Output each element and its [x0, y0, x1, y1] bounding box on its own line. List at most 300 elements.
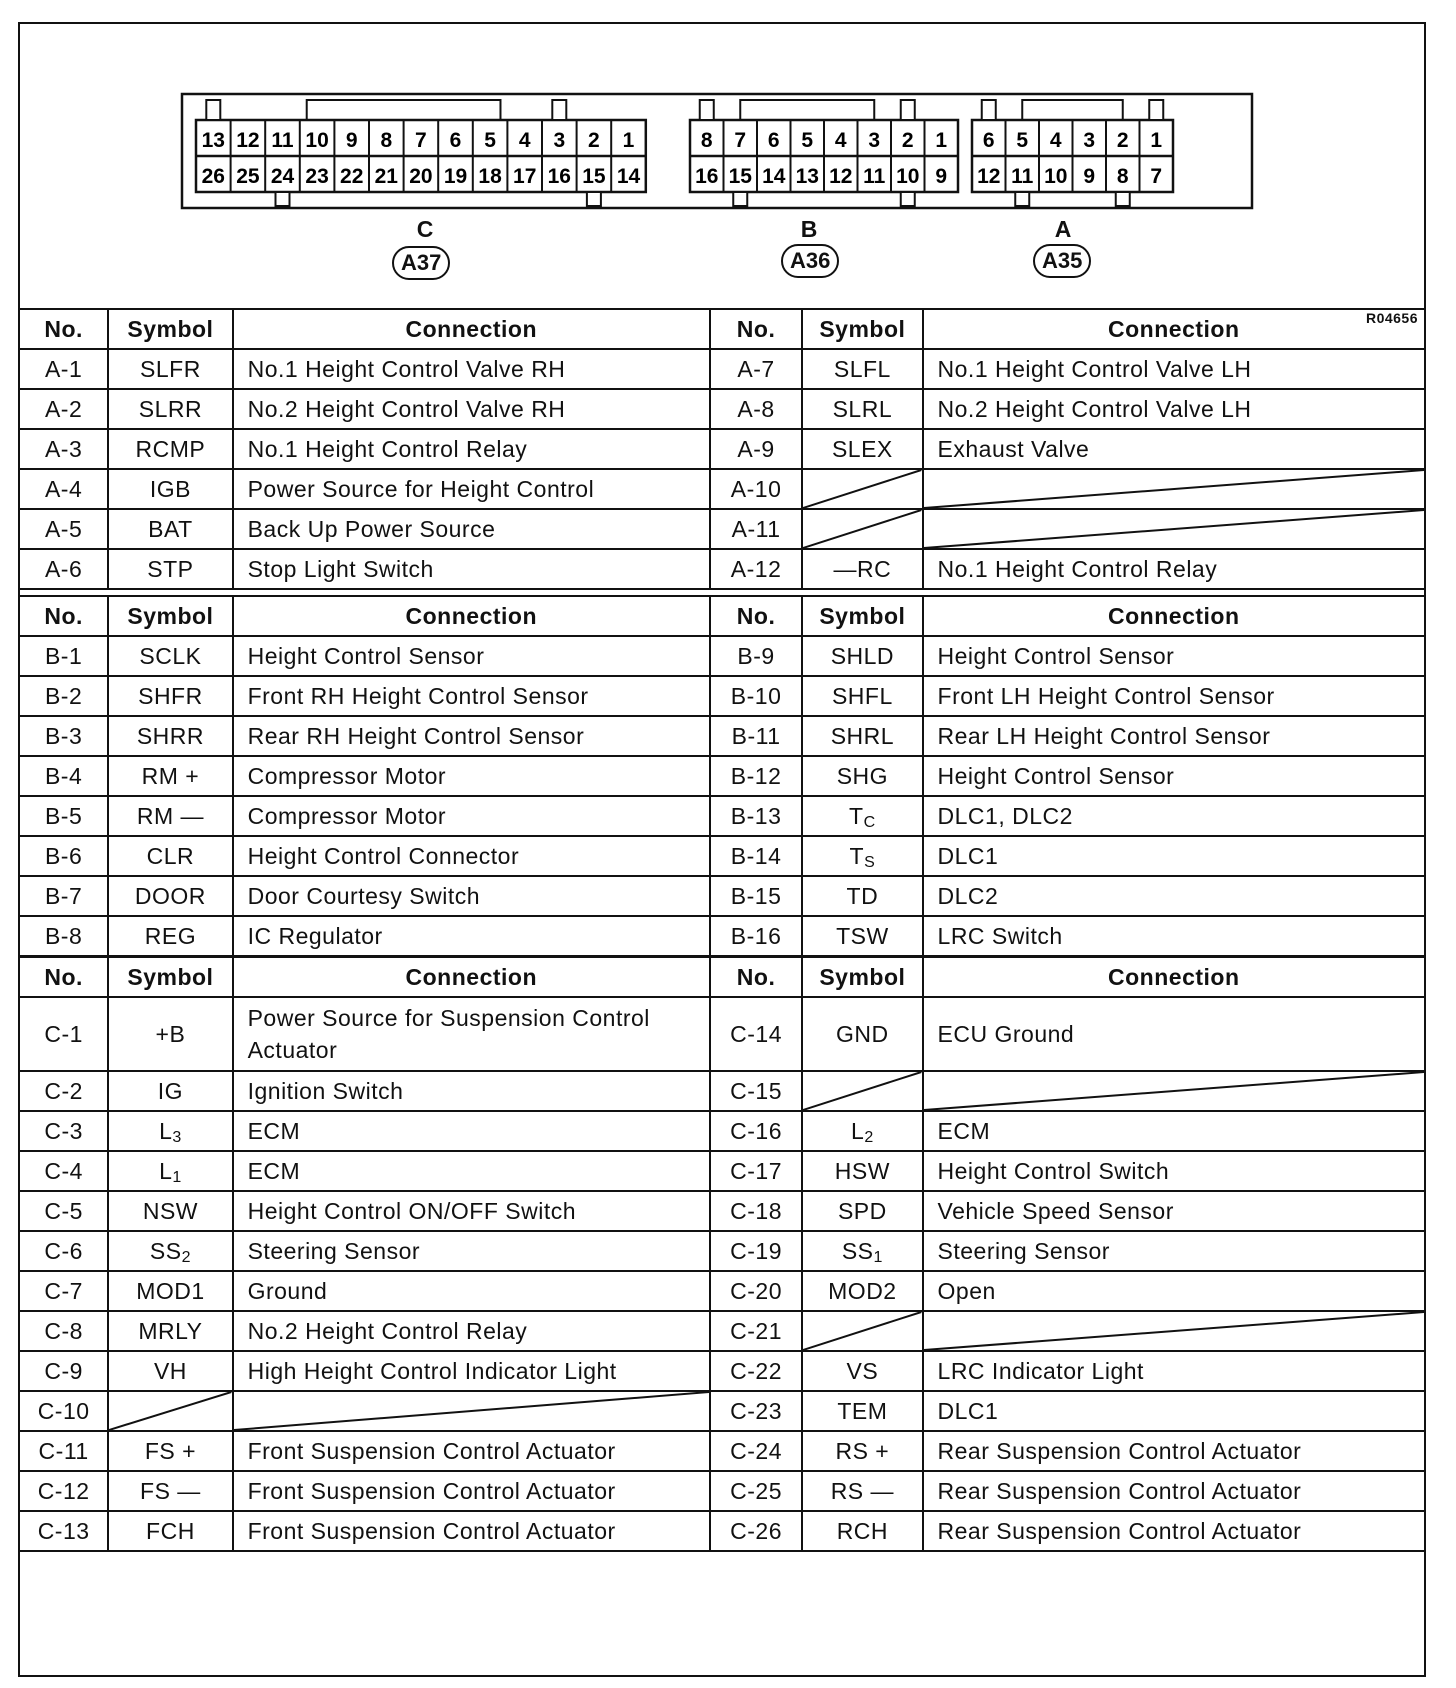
symbol-cell	[108, 876, 232, 916]
pin-label: 8	[700, 129, 713, 152]
column-header-connection: Connection	[233, 309, 710, 349]
connection-text: ECM	[923, 1111, 1424, 1151]
symbol-text: TD	[846, 882, 879, 909]
terminal-no: B-6	[20, 836, 108, 876]
symbol-cell	[802, 916, 922, 956]
terminal-no: B-9	[710, 636, 802, 676]
pin-label: 6	[449, 129, 462, 152]
connector-letter-b: B	[800, 216, 818, 242]
pin-label: 2	[1116, 129, 1129, 152]
pin-label: 7	[415, 129, 427, 152]
symbol-cell	[802, 429, 922, 469]
connection-text: ECU Ground	[923, 997, 1424, 1071]
table-row	[20, 509, 1424, 549]
symbol-text: SS	[841, 1237, 874, 1264]
pin-label: 23	[305, 165, 329, 188]
connection-text: Rear Suspension Control Actuator	[923, 1471, 1424, 1511]
table-row	[20, 1151, 1424, 1191]
connector-key	[700, 100, 714, 120]
unused-slash	[924, 510, 1424, 548]
symbol-text: DOOR	[134, 882, 206, 909]
pin-label: 10	[896, 165, 920, 188]
terminal-no: C-5	[20, 1191, 108, 1231]
connection-text: IC Regulator	[233, 916, 710, 956]
pin-label: 24	[270, 165, 295, 188]
terminal-no: A-9	[710, 429, 802, 469]
terminal-sheet	[18, 22, 1426, 1677]
symbol-text: SPD	[837, 1197, 887, 1224]
table-row	[20, 389, 1424, 429]
connection-text: No.1 Height Control Relay	[923, 549, 1424, 589]
connector-key	[587, 192, 601, 206]
symbol-cell	[108, 916, 232, 956]
column-header-connection: Connection	[233, 596, 710, 636]
column-header-symbol: Symbol	[108, 957, 232, 997]
pin-label: 1	[622, 129, 635, 152]
connection-text: DLC1	[923, 836, 1424, 876]
table-row	[20, 756, 1424, 796]
terminal-no: B-13	[710, 796, 802, 836]
symbol-cell	[108, 716, 232, 756]
terminal-no: C-4	[20, 1151, 108, 1191]
connection-text: Power Source for Suspension Control Actuator	[233, 997, 710, 1071]
terminal-no: C-14	[710, 997, 802, 1071]
connection-text: No.1 Height Control Relay	[233, 429, 710, 469]
symbol-text: REG	[144, 922, 197, 949]
pin-label: 11	[863, 165, 886, 188]
connector-key	[982, 100, 996, 120]
terminal-table-b	[20, 595, 1424, 957]
connection-text: DLC1	[923, 1391, 1424, 1431]
column-header-no: No.	[20, 596, 108, 636]
column-header-symbol: Symbol	[108, 309, 232, 349]
terminal-no: C-12	[20, 1471, 108, 1511]
unused-slash	[234, 1392, 709, 1430]
connection-text: Open	[923, 1271, 1424, 1311]
column-header-symbol: Symbol	[108, 596, 232, 636]
terminal-no: C-24	[710, 1431, 802, 1471]
terminal-no: C-7	[20, 1271, 108, 1311]
symbol-text: SLEX	[831, 435, 893, 462]
connection-text: Rear LH Height Control Sensor	[923, 716, 1424, 756]
unused-cell	[923, 509, 1424, 549]
connector-key	[552, 100, 566, 120]
pin-label: 15	[582, 165, 606, 188]
symbol-subscript: 2	[864, 1128, 874, 1146]
pin-label: 6	[982, 129, 995, 152]
unused-cell	[802, 1311, 922, 1351]
symbol-text: SHRR	[136, 722, 204, 749]
pin-label: 16	[547, 165, 571, 188]
connector-drawing	[20, 24, 1424, 324]
symbol-text: RCMP	[135, 435, 206, 462]
connection-text: Height Control Connector	[233, 836, 710, 876]
unused-cell	[802, 509, 922, 549]
connection-text: Front Suspension Control Actuator	[233, 1471, 710, 1511]
symbol-cell	[108, 1471, 232, 1511]
connection-text: Height Control ON/OFF Switch	[233, 1191, 710, 1231]
terminal-no: B-1	[20, 636, 108, 676]
connection-text: Height Control Switch	[923, 1151, 1424, 1191]
unused-cell	[802, 469, 922, 509]
connection-text: Steering Sensor	[923, 1231, 1424, 1271]
table-row	[20, 349, 1424, 389]
terminal-no: A-7	[710, 349, 802, 389]
unused-cell	[923, 1071, 1424, 1111]
symbol-text: SHG	[836, 762, 889, 789]
pin-label: 17	[513, 165, 537, 188]
pin-label: 5	[1016, 129, 1029, 152]
connection-text: Back Up Power Source	[233, 509, 710, 549]
connection-text: Front LH Height Control Sensor	[923, 676, 1424, 716]
terminal-no: A-2	[20, 389, 108, 429]
pin-label: 13	[201, 129, 225, 152]
connection-text: No.2 Height Control Valve RH	[233, 389, 710, 429]
pin-label: 3	[553, 129, 566, 152]
terminal-no: C-18	[710, 1191, 802, 1231]
pin-label: 5	[484, 129, 496, 152]
connection-text: Compressor Motor	[233, 756, 710, 796]
symbol-text: SLFL	[833, 355, 891, 382]
table-row	[20, 1111, 1424, 1151]
connector-key	[901, 192, 915, 206]
symbol-cell	[802, 1391, 922, 1431]
symbol-cell	[108, 1191, 232, 1231]
symbol-text: SHLD	[830, 642, 895, 669]
column-header-no: No.	[710, 309, 802, 349]
connection-text: No.1 Height Control Valve LH	[923, 349, 1424, 389]
terminal-no: C-19	[710, 1231, 802, 1271]
symbol-text: —RC	[833, 555, 892, 582]
connection-text: Rear Suspension Control Actuator	[923, 1431, 1424, 1471]
symbol-text: RS +	[835, 1437, 890, 1464]
symbol-cell	[802, 636, 922, 676]
connection-text: Front Suspension Control Actuator	[233, 1431, 710, 1471]
column-header-no: No.	[20, 957, 108, 997]
unused-cell	[923, 1311, 1424, 1351]
terminal-no: A-3	[20, 429, 108, 469]
symbol-cell	[802, 1431, 922, 1471]
pin-label: 26	[201, 165, 225, 188]
terminal-no: C-16	[710, 1111, 802, 1151]
symbol-cell	[108, 429, 232, 469]
symbol-subscript: 1	[873, 1248, 883, 1266]
terminal-no: A-5	[20, 509, 108, 549]
table-row	[20, 1311, 1424, 1351]
symbol-text: FS +	[144, 1437, 197, 1464]
terminal-no: B-11	[710, 716, 802, 756]
unused-cell	[108, 1391, 232, 1431]
terminal-no: B-5	[20, 796, 108, 836]
symbol-text: L	[159, 1157, 173, 1184]
table-row	[20, 836, 1424, 876]
terminal-no: C-10	[20, 1391, 108, 1431]
connector-key	[901, 100, 915, 120]
connector-rail	[1022, 100, 1123, 120]
symbol-cell	[802, 796, 922, 836]
column-header-no: No.	[20, 309, 108, 349]
connection-text: No.2 Height Control Valve LH	[923, 389, 1424, 429]
connection-text: Ground	[233, 1271, 710, 1311]
connector-key	[733, 192, 747, 206]
pin-label: 11	[271, 129, 294, 152]
symbol-subscript: 1	[172, 1168, 182, 1186]
symbol-cell	[108, 1151, 232, 1191]
symbol-cell	[802, 997, 922, 1071]
symbol-text: T	[849, 802, 864, 829]
symbol-cell	[108, 549, 232, 589]
symbol-cell	[802, 836, 922, 876]
symbol-cell	[108, 469, 232, 509]
terminal-no: B-4	[20, 756, 108, 796]
unused-slash	[803, 510, 921, 548]
terminal-no: B-7	[20, 876, 108, 916]
table-row	[20, 469, 1424, 509]
pin-label: 14	[616, 165, 641, 188]
symbol-text: GND	[836, 1020, 889, 1047]
symbol-text: SHRL	[830, 722, 895, 749]
connection-text: Compressor Motor	[233, 796, 710, 836]
terminal-no: A-8	[710, 389, 802, 429]
terminal-no: B-15	[710, 876, 802, 916]
symbol-cell	[108, 1431, 232, 1471]
table-row	[20, 1231, 1424, 1271]
symbol-subscript: 3	[172, 1128, 182, 1146]
symbol-cell	[108, 997, 232, 1071]
connection-text: Ignition Switch	[233, 1071, 710, 1111]
table-row	[20, 1511, 1424, 1551]
connector-key	[1149, 100, 1163, 120]
unused-slash	[803, 470, 921, 508]
connector-letter-c: C	[416, 216, 434, 242]
connection-text: DLC1, DLC2	[923, 796, 1424, 836]
symbol-cell	[108, 1351, 232, 1391]
terminal-no: C-21	[710, 1311, 802, 1351]
symbol-text: T	[849, 842, 865, 869]
connector-rail	[307, 100, 501, 120]
column-header-symbol: Symbol	[802, 596, 922, 636]
table-row	[20, 916, 1424, 956]
connector-letter-a: A	[1054, 216, 1072, 242]
symbol-cell	[108, 1111, 232, 1151]
connection-text: Front RH Height Control Sensor	[233, 676, 710, 716]
terminal-no: A-12	[710, 549, 802, 589]
table-row	[20, 1431, 1424, 1471]
pin-label: 12	[236, 129, 260, 152]
connection-text: Vehicle Speed Sensor	[923, 1191, 1424, 1231]
connection-text: Power Source for Height Control	[233, 469, 710, 509]
pin-label: 12	[829, 165, 853, 188]
symbol-text: RS —	[830, 1477, 895, 1504]
symbol-text: BAT	[148, 515, 193, 542]
connection-text: Steering Sensor	[233, 1231, 710, 1271]
header-row	[20, 596, 1424, 636]
symbol-text: SLRR	[138, 395, 203, 422]
symbol-cell	[802, 756, 922, 796]
pin-label: 2	[901, 129, 914, 152]
connection-text: No.1 Height Control Valve RH	[233, 349, 710, 389]
connection-text: High Height Control Indicator Light	[233, 1351, 710, 1391]
connection-text: Height Control Sensor	[233, 636, 710, 676]
column-header-no: No.	[710, 596, 802, 636]
connection-text: ECM	[233, 1111, 710, 1151]
terminal-no: C-3	[20, 1111, 108, 1151]
symbol-cell	[108, 1311, 232, 1351]
terminal-no: B-16	[710, 916, 802, 956]
column-header-no: No.	[710, 957, 802, 997]
pin-label: 4	[1049, 129, 1062, 152]
pin-label: 18	[478, 165, 502, 188]
terminal-table-a	[20, 308, 1424, 590]
unused-slash	[924, 1312, 1424, 1350]
column-header-connection: Connection	[923, 309, 1424, 349]
pin-label: 8	[1116, 165, 1129, 188]
connector-code-a35: A35	[1033, 244, 1091, 278]
symbol-text: IGB	[149, 475, 191, 502]
symbol-cell	[802, 716, 922, 756]
table-row	[20, 676, 1424, 716]
pin-label: 21	[374, 165, 398, 188]
pin-label: 16	[695, 165, 719, 188]
terminal-no: C-8	[20, 1311, 108, 1351]
connection-text: Height Control Sensor	[923, 636, 1424, 676]
pin-label: 15	[728, 165, 752, 188]
pin-label: 3	[868, 129, 881, 152]
symbol-text: MRLY	[138, 1317, 203, 1344]
symbol-text: +B	[155, 1020, 186, 1047]
pin-label: 9	[345, 129, 358, 152]
pin-label: 1	[935, 129, 948, 152]
symbol-text: SS	[149, 1237, 182, 1264]
symbol-text: L	[851, 1117, 865, 1144]
table-row	[20, 1271, 1424, 1311]
symbol-cell	[108, 1231, 232, 1271]
unused-cell	[802, 1071, 922, 1111]
table-row	[20, 1071, 1424, 1111]
symbol-text: MOD2	[828, 1277, 897, 1304]
symbol-text: HSW	[834, 1157, 890, 1184]
pin-label: 5	[801, 129, 814, 152]
column-header-symbol: Symbol	[802, 309, 922, 349]
symbol-cell	[802, 1351, 922, 1391]
terminal-no: A-10	[710, 469, 802, 509]
connection-text: No.2 Height Control Relay	[233, 1311, 710, 1351]
connector-key	[206, 100, 220, 120]
table-row	[20, 1191, 1424, 1231]
table-row	[20, 997, 1424, 1071]
symbol-text: FS —	[140, 1477, 201, 1504]
unused-slash	[109, 1392, 231, 1430]
connector-diagram	[20, 24, 1424, 332]
symbol-cell	[108, 389, 232, 429]
unused-cell	[233, 1391, 710, 1431]
terminal-no: C-26	[710, 1511, 802, 1551]
table-row	[20, 1391, 1424, 1431]
connector-key	[1015, 192, 1029, 206]
pin-label: 11	[1011, 165, 1034, 188]
connection-text: LRC Indicator Light	[923, 1351, 1424, 1391]
unused-slash	[803, 1072, 921, 1110]
symbol-text: CLR	[146, 842, 195, 869]
symbol-text: VH	[153, 1357, 187, 1384]
symbol-cell	[802, 389, 922, 429]
pin-label: 6	[767, 129, 780, 152]
symbol-cell	[802, 1231, 922, 1271]
pin-label: 13	[795, 165, 819, 188]
terminal-no: C-6	[20, 1231, 108, 1271]
header-row	[20, 957, 1424, 997]
symbol-cell	[802, 676, 922, 716]
symbol-subscript: 2	[181, 1248, 191, 1266]
symbol-text: RM —	[136, 802, 204, 829]
symbol-cell	[108, 676, 232, 716]
unused-slash	[803, 1312, 921, 1350]
terminal-no: C-11	[20, 1431, 108, 1471]
symbol-cell	[802, 549, 922, 589]
connection-text: Rear RH Height Control Sensor	[233, 716, 710, 756]
symbol-text: SLFR	[140, 355, 201, 382]
connection-text: DLC2	[923, 876, 1424, 916]
symbol-text: TEM	[837, 1397, 888, 1424]
unused-cell	[923, 469, 1424, 509]
symbol-text: FCH	[146, 1517, 195, 1544]
terminal-no: B-12	[710, 756, 802, 796]
terminal-no: C-15	[710, 1071, 802, 1111]
column-header-connection: Connection	[923, 957, 1424, 997]
terminal-no: C-20	[710, 1271, 802, 1311]
terminal-no: C-17	[710, 1151, 802, 1191]
pin-label: 4	[518, 129, 531, 152]
symbol-cell	[802, 1471, 922, 1511]
table-row	[20, 796, 1424, 836]
table-row	[20, 636, 1424, 676]
table-row	[20, 1471, 1424, 1511]
symbol-text: RM +	[141, 762, 200, 789]
connector-key	[1116, 192, 1130, 206]
terminal-no: B-2	[20, 676, 108, 716]
connection-text: Rear Suspension Control Actuator	[923, 1511, 1424, 1551]
symbol-text: SHFR	[138, 682, 203, 709]
table-row	[20, 1351, 1424, 1391]
pin-label: 14	[762, 165, 786, 188]
symbol-text: NSW	[142, 1197, 198, 1224]
symbol-cell	[802, 1111, 922, 1151]
table-row	[20, 429, 1424, 469]
connector-code-a37: A37	[392, 246, 450, 280]
connection-text: Front Suspension Control Actuator	[233, 1511, 710, 1551]
connector-key	[276, 192, 290, 206]
terminal-no: A-6	[20, 549, 108, 589]
symbol-cell	[802, 1271, 922, 1311]
unused-slash	[924, 470, 1424, 508]
pin-label: 20	[409, 165, 433, 188]
connection-text: Exhaust Valve	[923, 429, 1424, 469]
pin-label: 22	[340, 165, 364, 188]
symbol-text: VS	[846, 1357, 879, 1384]
pin-label: 12	[977, 165, 1001, 188]
pin-label: 9	[935, 165, 948, 188]
table-row	[20, 549, 1424, 589]
terminal-no: B-8	[20, 916, 108, 956]
symbol-cell	[108, 836, 232, 876]
column-header-connection: Connection	[233, 957, 710, 997]
symbol-subscript: C	[863, 813, 876, 831]
pin-label: 25	[236, 165, 260, 188]
connection-text: Height Control Sensor	[923, 756, 1424, 796]
pin-label: 7	[1150, 165, 1163, 188]
symbol-cell	[108, 636, 232, 676]
pin-label: 8	[380, 129, 393, 152]
